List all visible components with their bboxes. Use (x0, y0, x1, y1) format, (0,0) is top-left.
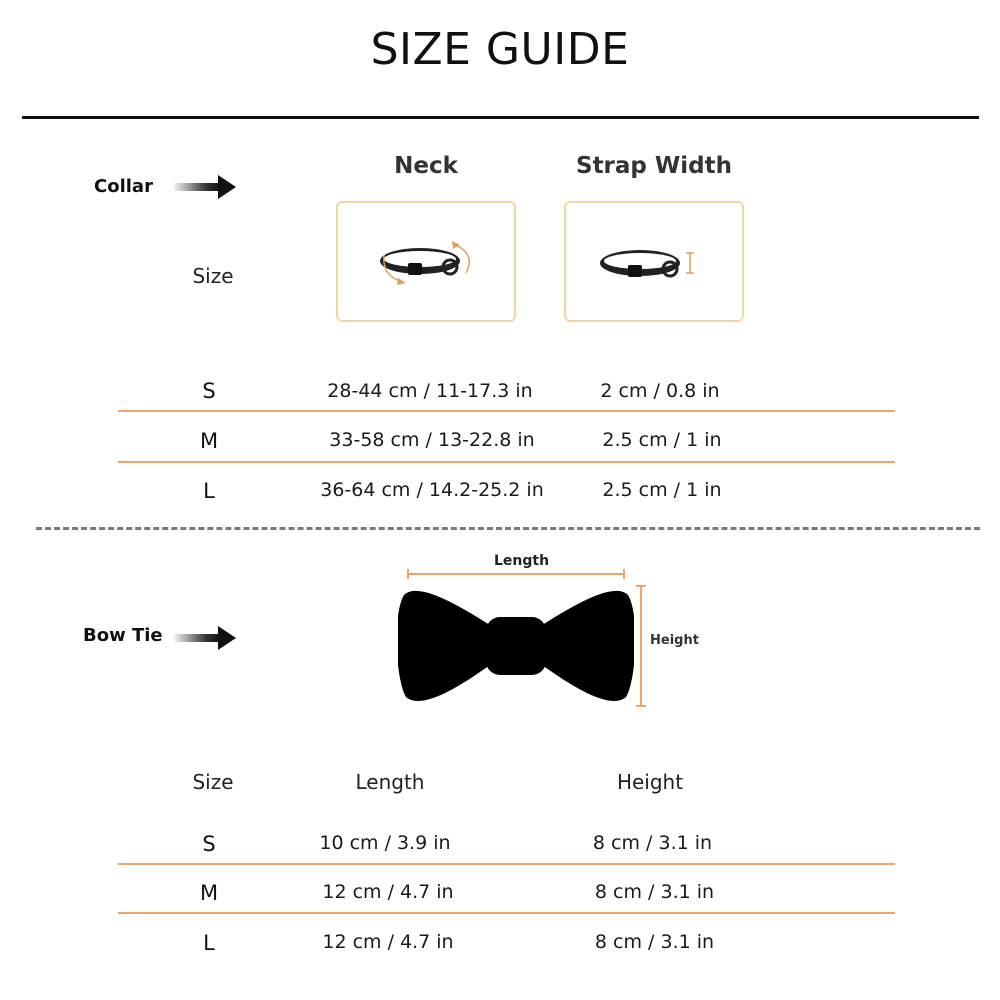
section-divider (36, 527, 980, 530)
collar-row-size: M (199, 429, 219, 453)
row-divider (118, 461, 895, 463)
collar-icon (566, 203, 742, 320)
collar-row-strap: 2.5 cm / 1 in (602, 429, 722, 451)
collar-row-size: L (203, 479, 215, 503)
row-divider (118, 410, 895, 412)
bow-tie-label: Bow Tie (83, 625, 163, 646)
bow-tie-row-length: 10 cm / 3.9 in (319, 832, 451, 854)
bow-tie-row-size: S (202, 832, 216, 856)
diagram-height-label: Height (650, 633, 699, 648)
bow-tie-row-height: 8 cm / 3.1 in (594, 881, 715, 903)
collar-icon (338, 203, 514, 320)
bow-tie-row-length: 12 cm / 4.7 in (322, 881, 454, 903)
arrow-right-icon (174, 173, 236, 201)
bow-tie-height-header: Height (616, 770, 684, 794)
neck-measure-image (336, 201, 516, 322)
title-divider (22, 116, 979, 119)
length-measure-line (404, 568, 628, 580)
collar-row-neck: 33-58 cm / 13-22.8 in (329, 429, 535, 451)
bow-tie-row-height: 8 cm / 3.1 in (592, 832, 713, 854)
column-header-strap-width: Strap Width (576, 153, 732, 179)
bow-tie-length-header: Length (355, 770, 425, 794)
page-title: SIZE GUIDE (370, 24, 630, 75)
arrow-right-icon (174, 624, 236, 652)
collar-row-neck: 36-64 cm / 14.2-25.2 in (320, 479, 544, 501)
collar-row-size: S (202, 379, 216, 403)
collar-label: Collar (94, 176, 153, 197)
strap-width-measure-image (564, 201, 744, 322)
collar-row-strap: 2.5 cm / 1 in (602, 479, 722, 501)
diagram-length-label: Length (494, 553, 550, 569)
bow-tie-row-height: 8 cm / 3.1 in (594, 931, 715, 953)
row-divider (118, 912, 895, 914)
bow-tie-icon (398, 585, 634, 707)
height-measure-line (635, 584, 647, 708)
bow-tie-row-size: M (199, 881, 219, 905)
column-header-neck: Neck (394, 153, 458, 179)
bow-tie-row-length: 12 cm / 4.7 in (322, 931, 454, 953)
collar-row-neck: 28-44 cm / 11-17.3 in (327, 380, 533, 402)
bow-tie-size-header: Size (192, 770, 234, 794)
bow-tie-row-size: L (203, 931, 215, 955)
size-label: Size (192, 264, 234, 288)
row-divider (118, 863, 895, 865)
collar-row-strap: 2 cm / 0.8 in (600, 380, 720, 402)
